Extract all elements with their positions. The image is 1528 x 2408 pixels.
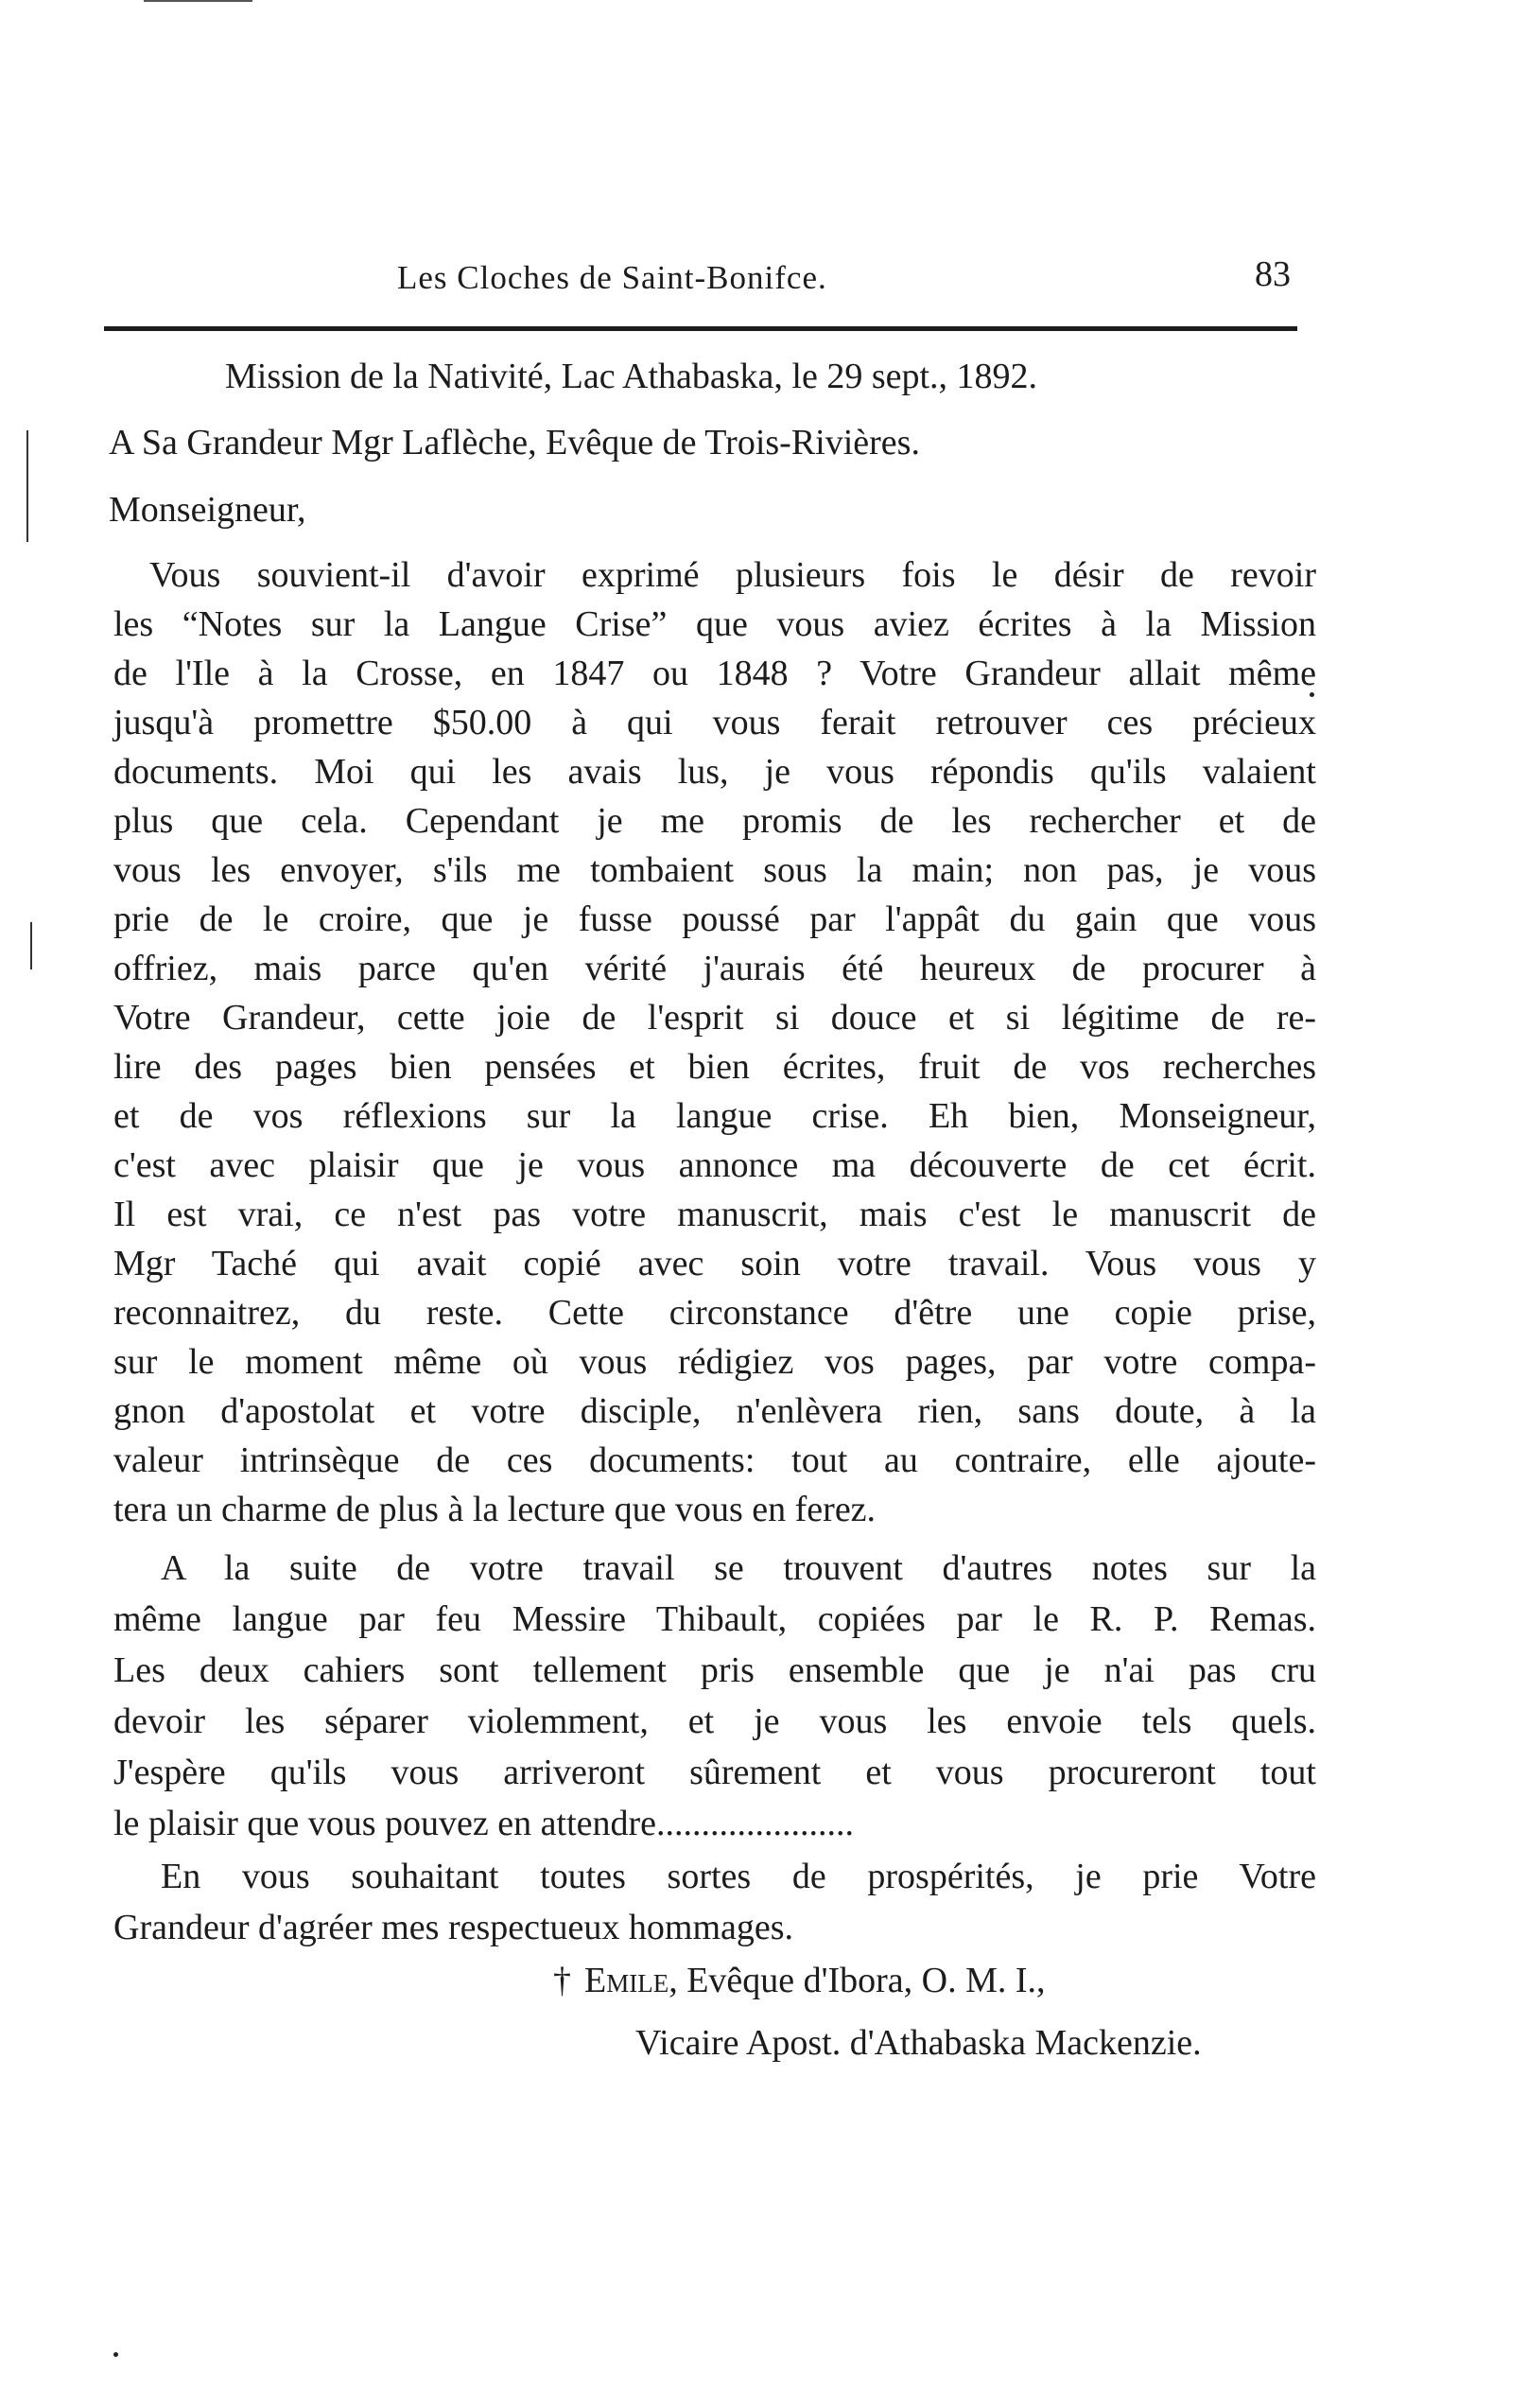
margin-mark [26, 430, 28, 542]
body-line: de l'Ile à la Crosse, en 1847 ou 1848 ? Votre Grandeur allait même [113, 654, 1316, 693]
body-line: Vous souvient-il d'avoir exprimé plusieurs fois le désir de revoir [149, 555, 1316, 595]
margin-mark [30, 922, 32, 969]
body-line: Il est vrai, ce n'est pas votre manuscrit, mais c'est le manuscrit de [113, 1195, 1316, 1234]
body-line: Mgr Taché qui avait copié avec soin votre travail. Vous vous y [113, 1244, 1316, 1283]
body-line: sur le moment même où vous rédigiez vos pages, par votre compa- [113, 1342, 1316, 1382]
body-line: gnon d'apostolat et votre disciple, n'enlèvera rien, sans doute, à la [113, 1391, 1316, 1431]
body-line: devoir les séparer violemment, et je vous les envoie tels quels. [113, 1701, 1316, 1741]
body-line: En vous souhaitant toutes sortes de prospérités, je prie Votre [161, 1857, 1316, 1896]
body-line: et de vos réflexions sur la langue crise. Eh bien, Monseigneur, [113, 1096, 1316, 1136]
body-line: même langue par feu Messire Thibault, copiées par le R. P. Remas. [113, 1599, 1316, 1639]
signatory-office: Vicaire Apost. d'Athabaska Mackenzie. [635, 2023, 1202, 2063]
ink-speck [113, 2352, 118, 2357]
page-number: 83 [1255, 254, 1291, 294]
body-line: Votre Grandeur, cette joie de l'esprit si douce et si légitime de re- [113, 998, 1316, 1038]
body-line: tera un charme de plus à la lecture que vous en ferez. [113, 1490, 877, 1529]
body-line: Grandeur d'agréer mes respectueux hommages. [113, 1908, 794, 1947]
body-line: les “Notes sur la Langue Crise” que vous aviez écrites à la Mission [113, 604, 1316, 644]
signatory-name: Emile [584, 1961, 669, 2000]
body-line: vous les envoyer, s'ils me tombaient sous la main; non pas, je vous [113, 850, 1316, 890]
body-line: documents. Moi qui les avais lus, je vous répondis qu'ils valaient [113, 752, 1316, 792]
body-line: le plaisir que vous pouvez en attendre...................... [113, 1804, 855, 1843]
salutation: Monseigneur, [109, 490, 306, 530]
address: A Sa Grandeur Mgr Laflèche, Evêque de Trois-Rivières. [109, 423, 920, 462]
running-head: Les Cloches de Saint-Bonifce. [397, 259, 827, 296]
body-line: offriez, mais parce qu'en vérité j'aurais été heureux de procurer à [113, 949, 1316, 988]
body-line: valeur intrinsèque de ces documents: tout au contraire, elle ajoute- [113, 1440, 1316, 1480]
header-rule [104, 326, 1297, 331]
body-line: prie de le croire, que je fusse poussé par l'appât du gain que vous [113, 899, 1316, 939]
cross-icon: † [553, 1961, 571, 2000]
body-line: J'espère qu'ils vous arriveront sûrement et vous procureront tout [113, 1753, 1316, 1792]
signature-line [553, 1960, 1046, 2001]
body-line: A la suite de votre travail se trouvent d'autres notes sur la [161, 1548, 1316, 1588]
body-line: c'est avec plaisir que je vous annonce ma découverte de cet écrit. [113, 1145, 1316, 1185]
body-line: lire des pages bien pensées et bien écrites, fruit de vos recherches [113, 1047, 1316, 1087]
signatory-title: , Evêque d'Ibora, O. M. I., [668, 1961, 1046, 2000]
scan-edge-mark [144, 0, 252, 2]
body-line: plus que cela. Cependant je me promis de les rechercher et de [113, 801, 1316, 841]
body-line: Les deux cahiers sont tellement pris ensemble que je n'ai pas cru [113, 1650, 1316, 1690]
body-line: reconnaitrez, du reste. Cette circonstance d'être une copie prise, [113, 1293, 1316, 1333]
dateline: Mission de la Nativité, Lac Athabaska, le 29 sept., 1892. [225, 357, 1038, 396]
body-line: jusqu'à promettre $50.00 à qui vous ferait retrouver ces précieux [113, 703, 1316, 742]
